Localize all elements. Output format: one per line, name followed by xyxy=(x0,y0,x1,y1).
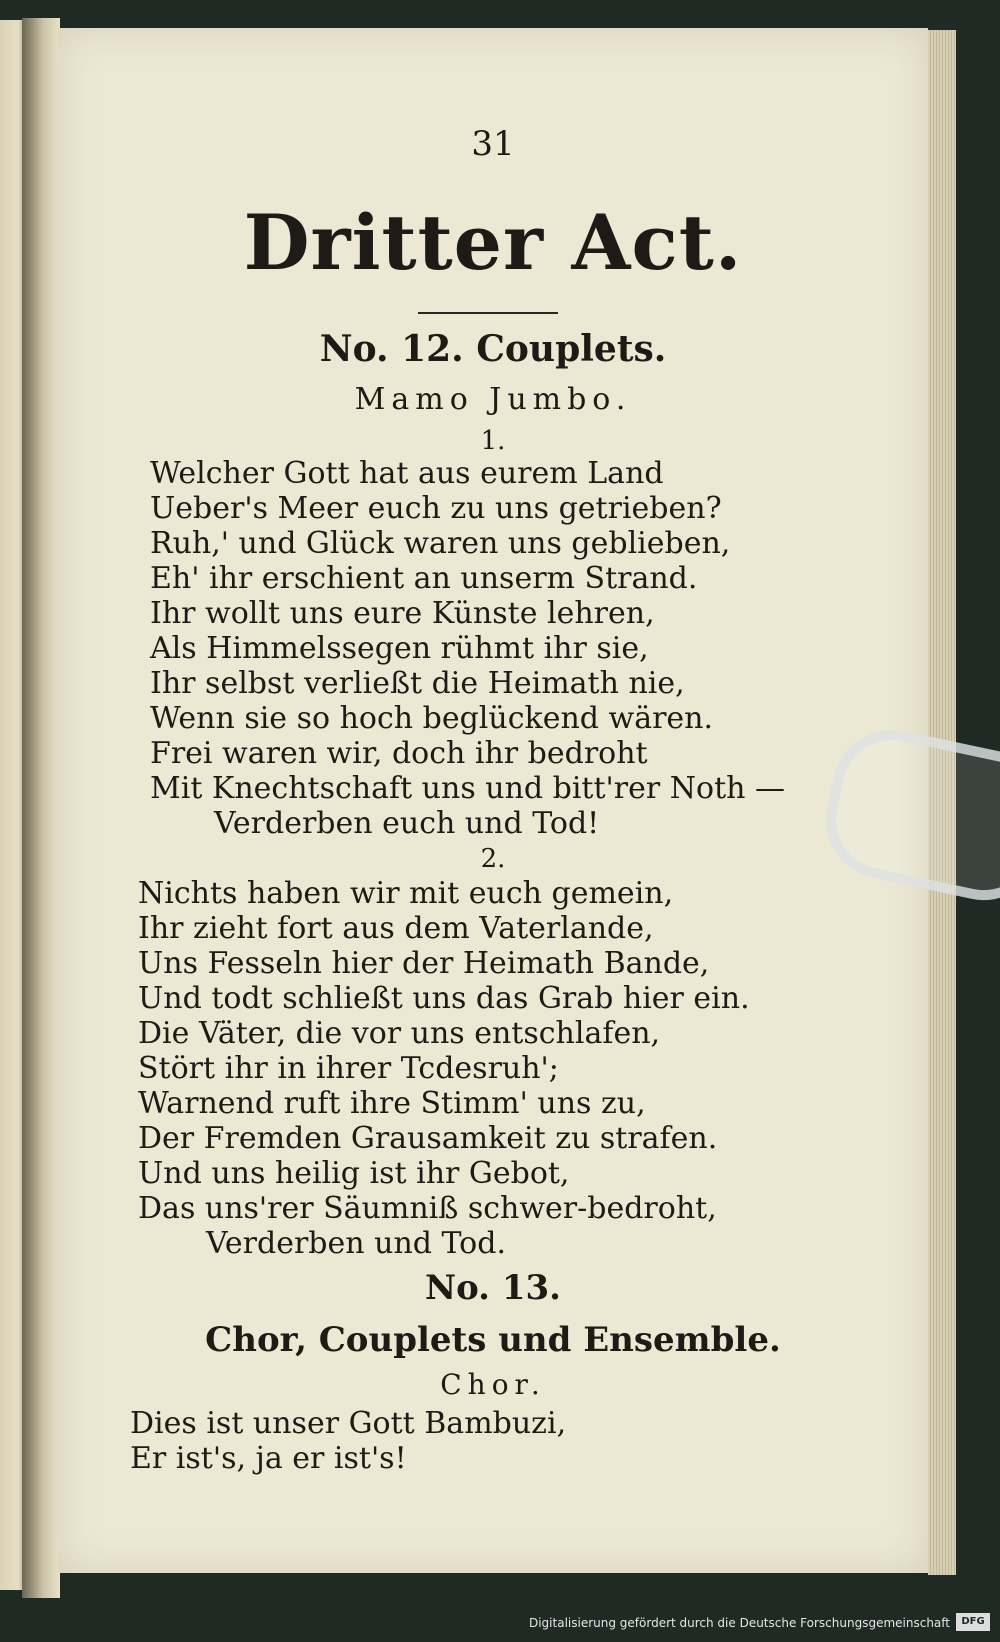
verse-line: Und todt schließt uns das Grab hier ein. xyxy=(138,981,750,1016)
verse-line: Ueber's Meer euch zu uns getrieben? xyxy=(150,491,722,526)
digitization-credit: Digitalisierung gefördert durch die Deutsche Forschungsgemeinschaft xyxy=(528,1616,950,1630)
verse-1-number: 1. xyxy=(480,426,506,456)
page-content xyxy=(58,28,928,1573)
verse-line: Frei waren wir, doch ihr bedroht xyxy=(150,736,648,771)
section-13-heading: Chor, Couplets und Ensemble. xyxy=(205,1320,781,1360)
verse-line: Welcher Gott hat aus eurem Land xyxy=(150,456,664,491)
verse-line: Das uns'rer Säumniß schwer-bedroht, xyxy=(138,1191,717,1226)
verse-line: Als Himmelssegen rühmt ihr sie, xyxy=(150,631,649,666)
verse-line: Verderben euch und Tod! xyxy=(214,806,600,841)
title-rule xyxy=(418,312,558,314)
verse-line: Warnend ruft ihre Stimm' uns zu, xyxy=(138,1086,646,1121)
verse-line: Ihr selbst verließt die Heimath nie, xyxy=(150,666,685,701)
verse-line: Verderben und Tod. xyxy=(206,1226,506,1261)
verse-line: Die Väter, die vor uns entschlafen, xyxy=(138,1016,661,1051)
verse-line: Nichts haben wir mit euch gemein, xyxy=(138,876,674,911)
verse-line: Mit Knechtschaft uns und bitt'rer Noth — xyxy=(150,771,785,806)
act-title: Dritter Act. xyxy=(243,198,743,287)
verse-line: Ruh,' und Glück waren uns geblieben, xyxy=(150,526,731,561)
verse-line: Dies ist unser Gott Bambuzi, xyxy=(130,1406,567,1441)
verse-line: Eh' ihr erschient an unserm Strand. xyxy=(150,561,698,596)
speaker-chor: Chor. xyxy=(440,1368,546,1401)
book-gutter xyxy=(22,18,60,1598)
verse-line: Uns Fesseln hier der Heimath Bande, xyxy=(138,946,710,981)
verse-line: Wenn sie so hoch beglückend wären. xyxy=(150,701,714,736)
verse-line: Und uns heilig ist ihr Gebot, xyxy=(138,1156,570,1191)
section-13-number: No. 13. xyxy=(425,1268,561,1308)
verse-line: Er ist's, ja er ist's! xyxy=(130,1441,407,1476)
page-number: 31 xyxy=(471,124,515,164)
section-12-heading: No. 12. Couplets. xyxy=(319,328,667,370)
verse-line: Stört ihr in ihrer Tcdesruh'; xyxy=(138,1051,559,1086)
verse-line: Ihr wollt uns eure Künste lehren, xyxy=(150,596,655,631)
verse-line: Der Fremden Grausamkeit zu strafen. xyxy=(138,1121,718,1156)
speaker-mamo-jumbo: Mamo Jumbo. xyxy=(354,382,632,417)
verse-2-number: 2. xyxy=(480,844,506,874)
verse-line: Ihr zieht fort aus dem Vaterlande, xyxy=(138,911,654,946)
dfg-logo: DFG xyxy=(956,1613,990,1631)
